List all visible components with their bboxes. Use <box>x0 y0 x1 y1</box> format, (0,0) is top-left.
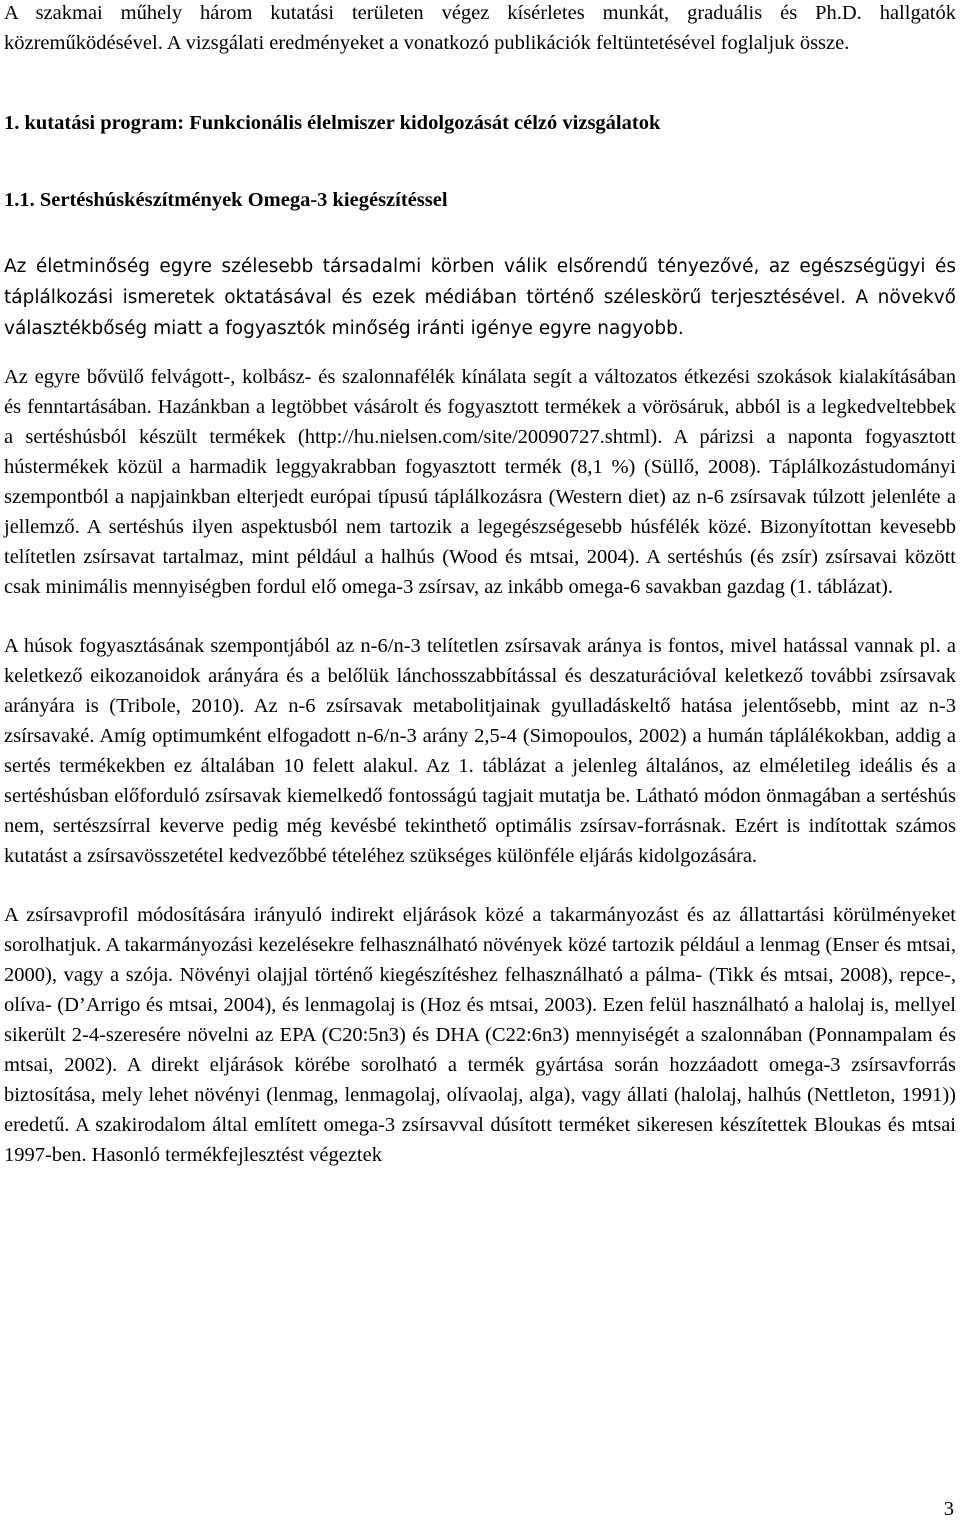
intro-paragraph: A szakmai műhely három kutatási területen végez kísérletes munkát, graduális és Ph.D. hallgatók közreműködésével. A vizsgálati eredményeket a vonatkozó publikációk feltüntetésével foglaljuk össze. <box>4 2 956 54</box>
document-page <box>4 0 956 1170</box>
paragraph-meat-products: Az egyre bővülő felvágott-, kolbász- és szalonnafélék kínálata segít a változatos étkezési szokások kialakításában és fenntartásában. Hazánkban a legtöbbet vásárolt és fogyasztott termékek a vörösáruk, abból is a legkedveltebbek a sertéshúsból készült termékek (http://hu.nielsen.com/site/20090727.shtml). A párizsi a naponta fogyasztott hústermékek közül a harmadik leggyakrabban fogyasztott termék (8,1 %) (Süllő, 2008). Táplálkozástudományi szempontból a napjainkban elterjedt európai típusú táplálkozásra (Western diet) az n-6 zsírsavak túlzott jelenléte a jellemző. A sertéshús ilyen aspektusból nem tartozik a legegészségesebb húsfélék közé. Bizonyítottan kevesebb telítetlen zsírsavat tartalmaz, mint például a halhús (Wood és mtsai, 2004). A sertéshús (és zsír) zsírsavai között csak minimális mennyiségben fordul elő omega-3 zsírsav, az inkább omega-6 savakban gazdag (1. táblázat). <box>4 366 956 598</box>
page-number: 3 <box>943 1498 954 1520</box>
subsection-heading: 1.1. Sertéshúskészítmények Omega-3 kiegészítéssel <box>4 189 448 211</box>
program-heading: 1. kutatási program: Funkcionális élelmiszer kidolgozását célzó vizsgálatok <box>4 112 661 134</box>
paragraph-quality-of-life <box>4 251 956 344</box>
paragraph-fatty-acid-profile: A zsírsavprofil módosítására irányuló indirekt eljárások közé a takarmányozást és az állattartási körülményeket sorolhatjuk. A takarmányozási kezelésekre felhasználható növények közé tartozik például a lenmag (Enser és mtsai, 2000), vagy a szója. Növényi olajjal történő kiegészítéshez felhasználható a pálma- (Tikk és mtsai, 2008), repce-, olíva- (D’Arrigo és mtsai, 2004), és lenmagolaj is (Hoz és mtsai, 2003). Ezen felül használható a halolaj is, mellyel sikerült 2-4-szeresére növelni az EPA (C20:5n3) és DHA (C22:6n3) mennyiségét a szalonnában (Ponnampalam és mtsai, 2002). A direkt eljárások körébe sorolható a termék gyártása során hozzáadott omega-3 zsírsavforrás biztosítása, mely lehet növényi (lenmag, lenmagolaj, olívaolaj, alga), vagy állati (halolaj, halhús (Nettleton, 1991)) eredetű. A szakirodalom által említett omega-3 zsírsavval dúsított terméket sikeresen készítettek Bloukas és mtsai 1997-ben. Hasonló termékfejlesztést végeztek <box>4 904 956 1166</box>
paragraph-fatty-acid-ratio: A húsok fogyasztásának szempontjából az n-6/n-3 telítetlen zsírsavak aránya is fontos, mivel hatással vannak pl. a keletkező eikozanoidok arányára és a belőlük lánchosszabbítással és deszaturációval keletkező további zsírsavak arányára is (Tribole, 2010). Az n-6 zsírsavak metabolitjainak gyulladáskeltő hatása jelentősebb, mint az n-3 zsírsavaké. Amíg optimumként elfogadott n-6/n-3 arány 2,5-4 (Simopoulos, 2002) a humán táplálékokban, addig a sertés termékekben ez általában 10 felett alakul. Az 1. táblázat a jelenleg általános, az elméletileg ideális és a sertéshúsban előforduló zsírsavak kiemelkedő fontosságú tagjait mutatja be. Látható módon önmagában a sertéshús nem, sertészsírral keverve pedig még kevésbé tekinthető optimális zsírsav-forrásnak. Ezért is indítottak számos kutatást a zsírsavösszetétel kedvezőbbé tételéhez szükséges különféle eljárás kidolgozására. <box>4 635 956 867</box>
paragraph-quality-of-life-text: Az életminőség egyre szélesebb társadalmi körben válik elsőrendű tényezővé, az egészségügyi és táplálkozási ismeretek oktatásával és ezek médiában történő széleskörű terjesztésével. A növekvő választékbőség miatt a fogyasztók minőség iránti igénye egyre nagyobb. <box>4 256 956 339</box>
